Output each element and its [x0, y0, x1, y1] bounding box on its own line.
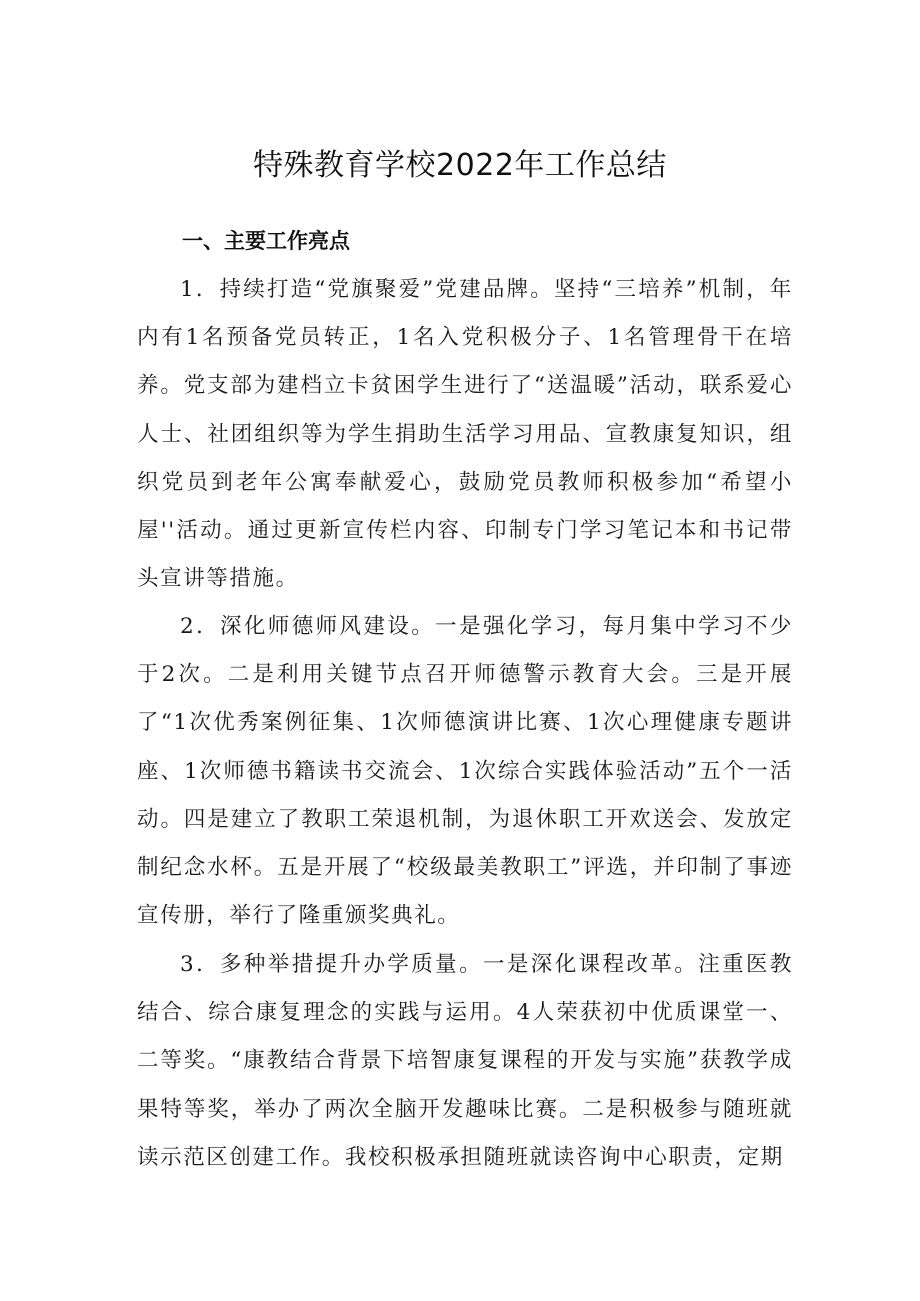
section-heading: 一、主要工作亮点	[182, 229, 350, 253]
paragraph-school-quality: 3．多种举措提升办学质量。一是深化课程改革。注重医教结合、综合康复理念的实践与运用。4人荣获初中优质课堂一、二等奖。“康教结合背景下培智康复课程的开发与实施”获教学成果特等奖，举办了两次全脑开发趣味比赛。二是积极参与随班就读示范区创建工作。我校积极承担随班就读咨询中心职责，定期	[137, 952, 793, 1170]
paragraph-party-building: 1．持续打造“党旗聚爱”党建品牌。坚持“三培养”机制，年内有1名预备党员转正，1名入党积极分子、1名管理骨干在培养。党支部为建档立卡贫困学生进行了“送温暖”活动，联系爱心人士、社团组织等为学生捐助生活学习用品、宣教康复知识，组织党员到老年公寓奉献爱心，鼓励党员教师积极参加“希望小屋''活动。通过更新宣传栏内容、印制专门学习笔记本和书记带头宣讲等措施。	[137, 277, 793, 592]
paragraph-teacher-ethics: 2．深化师德师风建设。一是强化学习，每月集中学习不少于2次。二是利用关键节点召开师德警示教育大会。三是开展了“1次优秀案例征集、1次师德演讲比赛、1次心理健康专题讲座、1次师德书籍读书交流会、1次综合实践体验活动”五个一活动。四是建立了教职工荣退机制，为退休职工开欢送会、发放定制纪念水杯。五是开展了“校级最美教职工”评选，并印制了事迹宣传册，举行了隆重颁奖典礼。	[137, 614, 793, 929]
document-title: 特殊教育学校2022年工作总结	[253, 148, 667, 183]
